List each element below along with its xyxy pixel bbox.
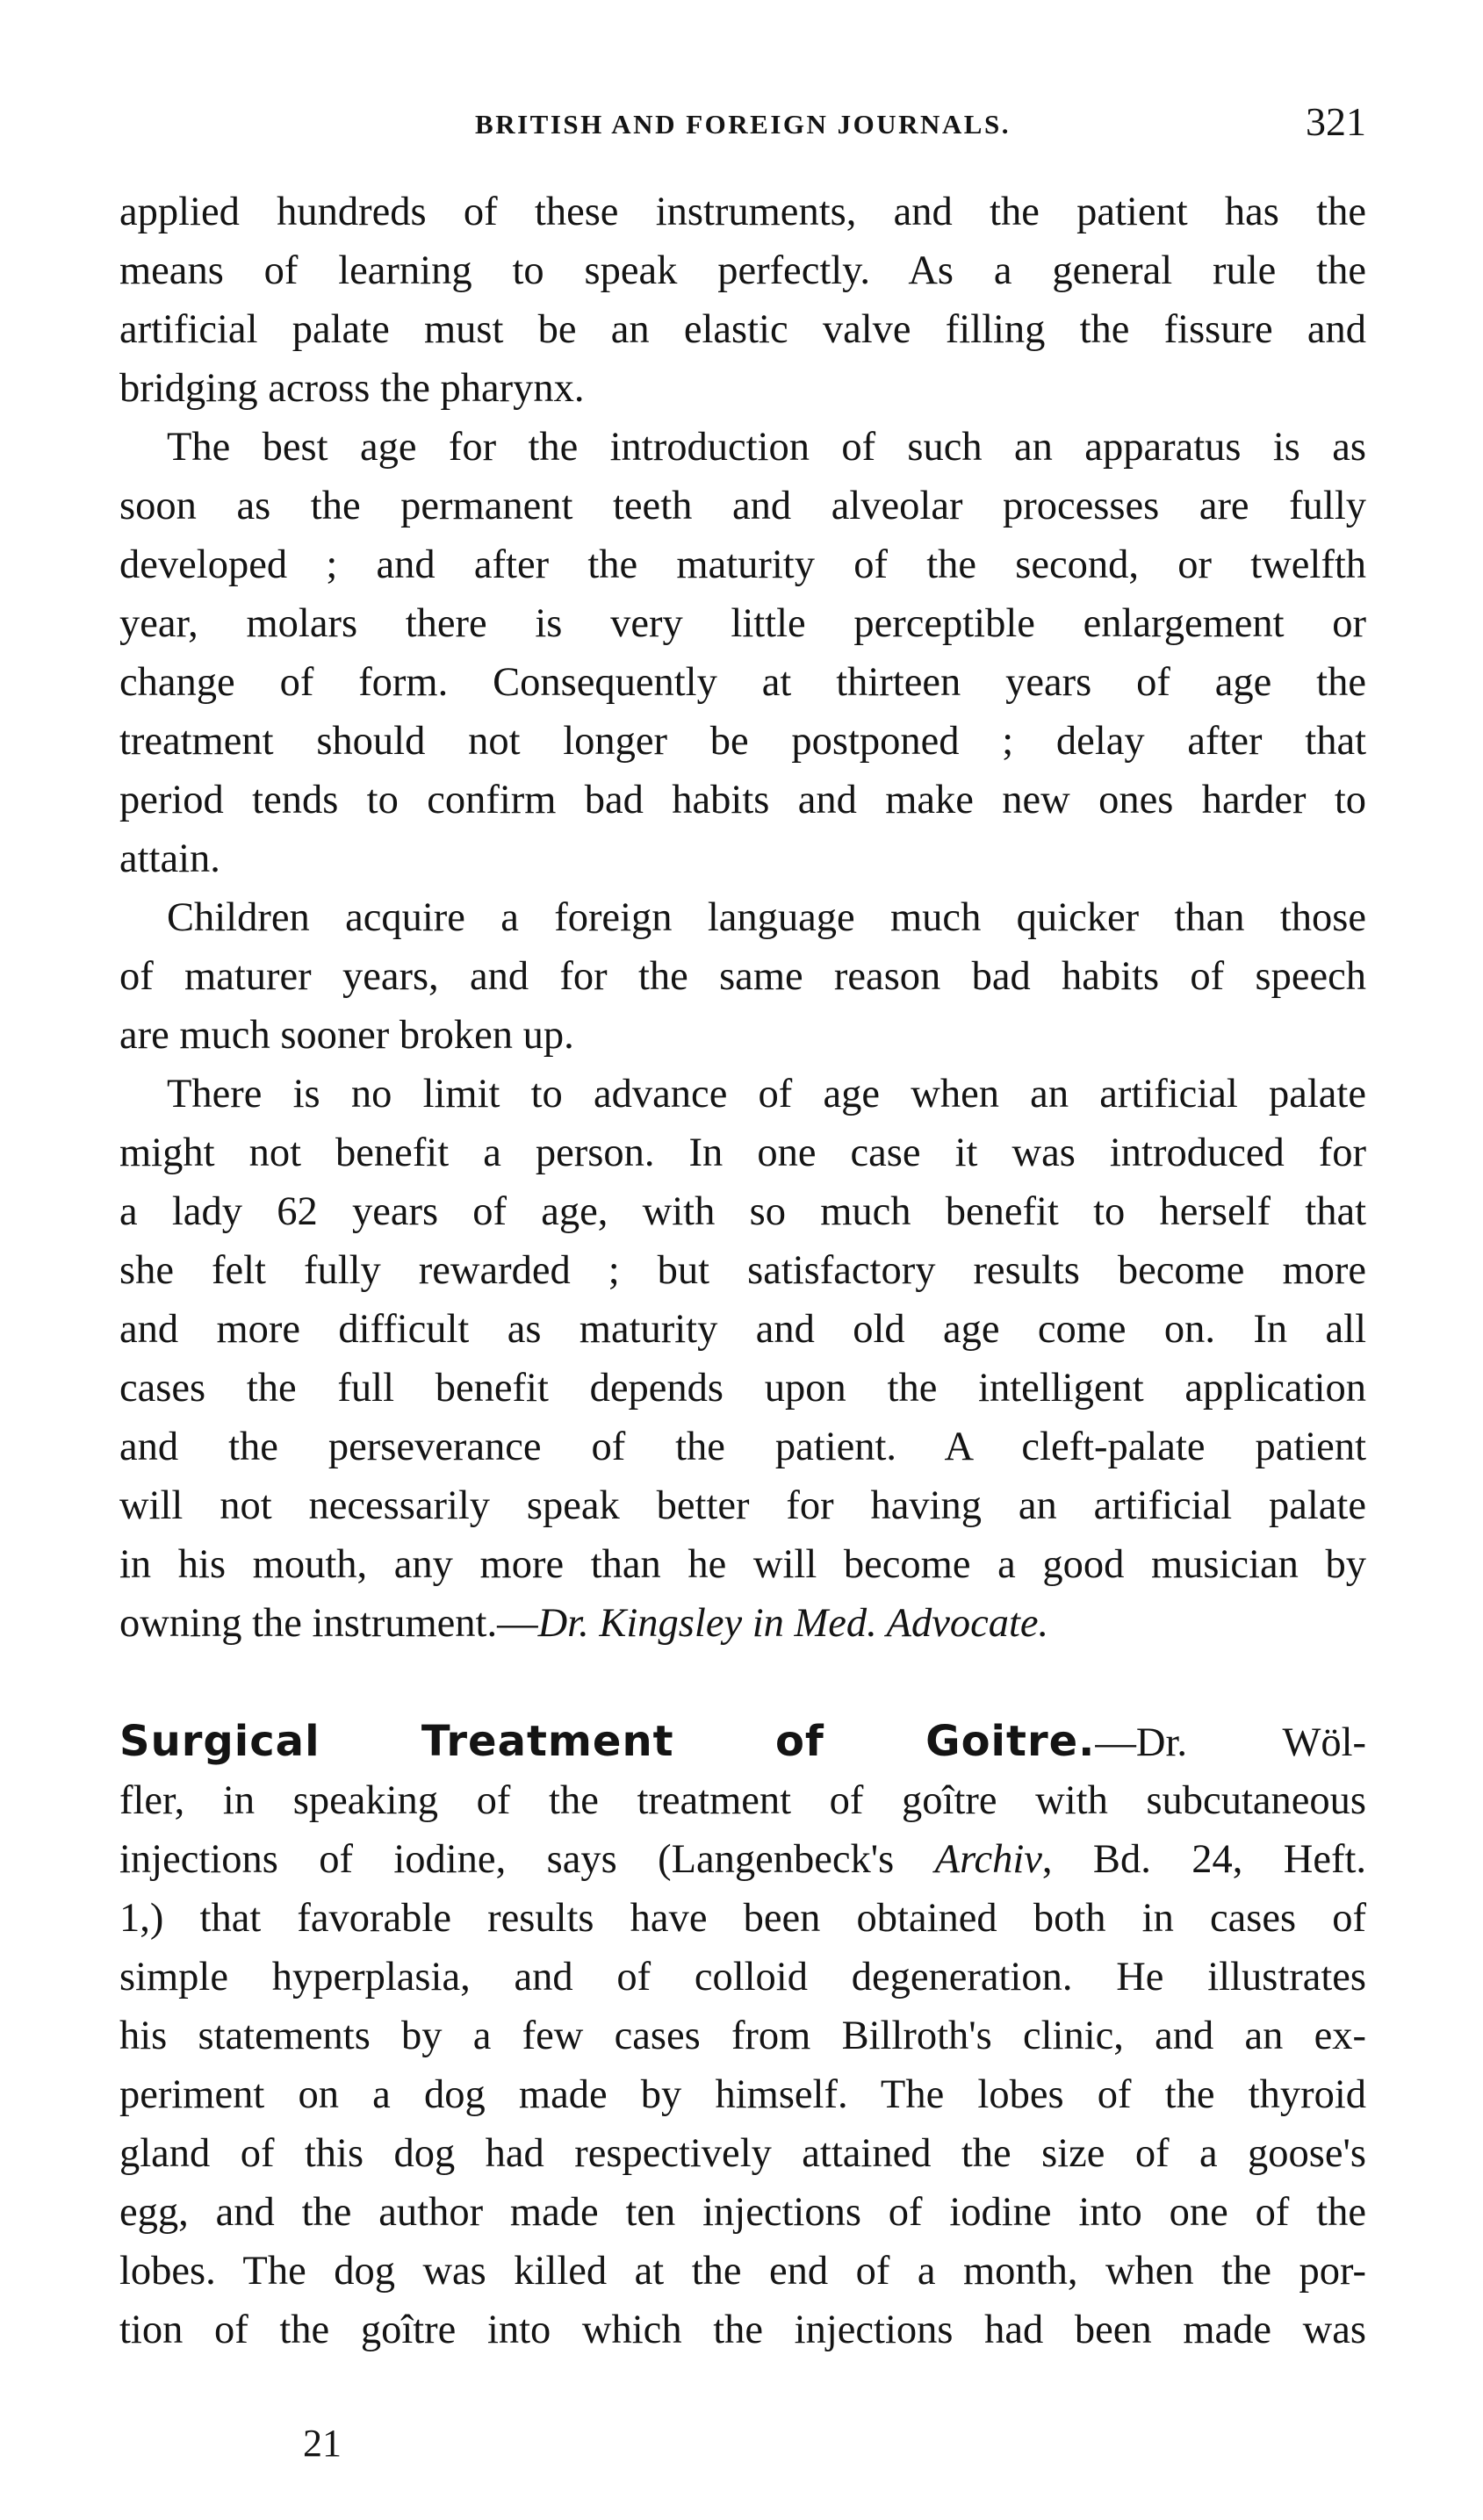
text-line: applied hundreds of these instruments, and the patient has the (119, 190, 1366, 234)
text-line: gland of this dog had respectively attained the size of a goose's (119, 2131, 1366, 2176)
text-line: The best age for the introduction of such an apparatus is as (167, 425, 1366, 470)
text-line (119, 1594, 1366, 1653)
paragraph-children (119, 888, 1366, 1065)
text-line: lobes. The dog was killed at the end of a month, when the por- (119, 2249, 1366, 2294)
text-line: bridging across the pharynx. (119, 366, 585, 411)
text-line: in his mouth, any more than he will become a good musician by (119, 1542, 1366, 1587)
paragraph-age-limit (119, 1065, 1366, 1653)
text-line: she felt fully rewarded ; but satisfactory results become more (119, 1248, 1366, 1293)
text-line: treatment should not longer be postponed ; delay after that (119, 719, 1366, 764)
text-line: artificial palate must be an elastic valve filling the fissure and (119, 307, 1366, 352)
signature-mark: 21 (303, 2422, 342, 2465)
text-line: egg, and the author made ten injections of iodine into one of the (119, 2190, 1366, 2235)
text-line: and more difficult as maturity and old age come on. In all (119, 1307, 1366, 1352)
paragraph-palate-instruments (119, 183, 1366, 418)
text-line (119, 1830, 1366, 1889)
text-line: simple hyperplasia, and of colloid degeneration. He illustrates (119, 1955, 1366, 1999)
text-line: soon as the permanent teeth and alveolar processes are fully (119, 484, 1366, 528)
text-line: cases the full benefit depends upon the intelligent application (119, 1366, 1366, 1411)
text-line: There is no limit to advance of age when an artificial palate (167, 1072, 1366, 1116)
text-line: developed ; and after the maturity of the second, or twelfth (119, 542, 1366, 587)
text-line: fler, in speaking of the treatment of goître with subcutaneous (119, 1778, 1366, 1823)
page-header (119, 98, 1366, 160)
text-line: will not necessarily speak better for having an artificial palate (119, 1483, 1366, 1528)
text-line: tion of the goître into which the injections had been made was (119, 2308, 1366, 2352)
text-line: and the perseverance of the patient. A cleft-palate patient (119, 1425, 1366, 1469)
text-line (119, 1712, 1366, 1771)
section-goitre (119, 1712, 1366, 2359)
text-line: year, molars there is very little perceptible enlargement or (119, 601, 1366, 646)
text-line: 1,) that favorable results have been obtained both in cases of (119, 1896, 1366, 1941)
text-run: , Bd. 24, Heft. (1041, 1837, 1367, 1882)
citation: Dr. Kingsley in Med. Advocate. (537, 1601, 1049, 1646)
text-line: might not benefit a person. In one case it was introduced for (119, 1131, 1366, 1175)
text-run: owning the instrument.— (119, 1601, 538, 1646)
text-line: of maturer years, and for the same reason bad habits of speech (119, 954, 1366, 999)
section-heading: Surgical Treatment of Goitre. (119, 1717, 1096, 1766)
text-line: a lady 62 years of age, with so much benefit to herself that (119, 1189, 1366, 1234)
text-line: change of form. Consequently at thirteen years of age the (119, 660, 1366, 705)
text-line: Children acquire a foreign language much quicker than those (167, 895, 1366, 940)
paragraph-best-age (119, 418, 1366, 888)
running-head: BRITISH AND FOREIGN JOURNALS. (475, 109, 1011, 140)
page-number: 321 (1306, 99, 1366, 144)
text-line: are much sooner broken up. (119, 1013, 574, 1058)
text-line: means of learning to speak perfectly. As a general rule the (119, 248, 1366, 293)
section-gap (119, 1653, 1366, 1712)
text-run: —Dr. Wöl- (1095, 1720, 1367, 1765)
text-line: attain. (119, 836, 220, 881)
journal-title: Archiv (934, 1837, 1042, 1882)
text-run: injections of iodine, says (Langenbeck's (119, 1837, 895, 1882)
text-line: periment on a dog made by himself. The lobes of the thyroid (119, 2072, 1366, 2117)
text-line: his statements by a few cases from Billroth's clinic, and an ex- (119, 2014, 1366, 2058)
body-text (119, 183, 1366, 2359)
text-line: period tends to confirm bad habits and make new ones harder to (119, 778, 1366, 822)
